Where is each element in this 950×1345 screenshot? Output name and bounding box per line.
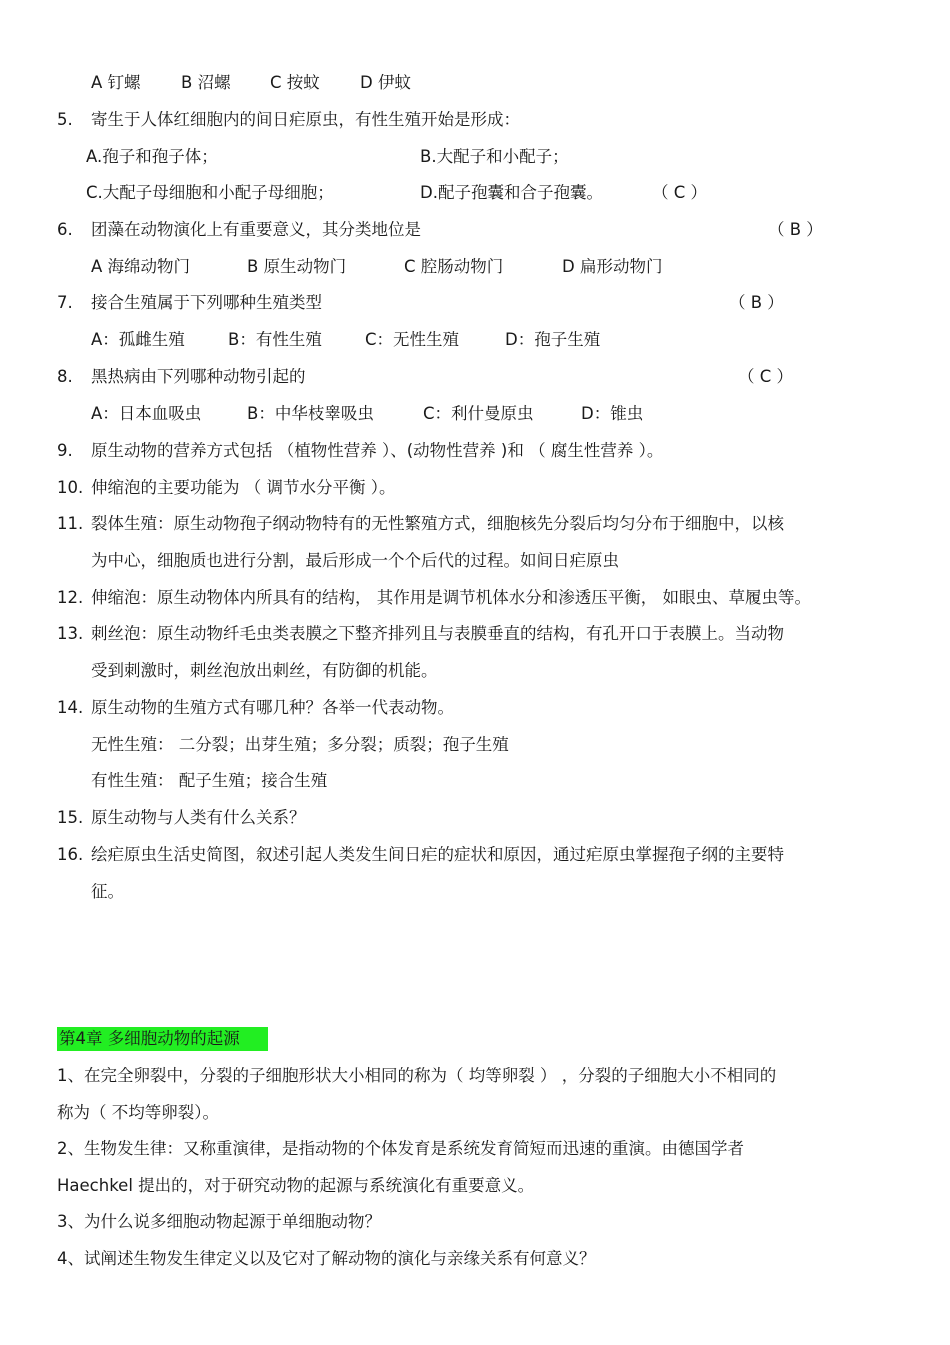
q7-option-b: B：有性生殖 — [228, 330, 322, 349]
q5-answer: （ C ） — [652, 183, 708, 202]
q9-text: 原生动物的营养方式包括 （植物性营养 ）、(动物性营养 )和 （ 腐生性营养 ）。 — [91, 441, 664, 460]
q12-number: 12. — [57, 588, 84, 607]
chapter-heading: 第4章 多细胞动物的起源 — [57, 1027, 268, 1051]
q7-option-d: D：孢子生殖 — [505, 330, 601, 349]
q5-text: 寄生于人体红细胞内的间日疟原虫，有性生殖开始是形成： — [91, 110, 520, 129]
q15-text: 原生动物与人类有什么关系？ — [91, 808, 306, 827]
q7-option-c: C：无性生殖 — [365, 330, 460, 349]
q5-number: 5. — [57, 110, 73, 129]
c2-line-2: Haechkel 提出的，对于研究动物的起源与系统演化有重要意义。 — [57, 1176, 535, 1195]
q6-option-a: A 海绵动物门 — [91, 257, 191, 276]
c2-line-1: 2、生物发生律：又称重演律，是指动物的个体发育是系统发育简短而迅速的重演。由德国学者 — [57, 1139, 744, 1158]
c1-line-1: 1、在完全卵裂中，分裂的子细胞形状大小相同的称为（ 均等卵裂 ） ，分裂的子细胞大小不相同的 — [57, 1066, 777, 1085]
q6-option-c: C 腔肠动物门 — [404, 257, 504, 276]
c3-text: 3、为什么说多细胞动物起源于单细胞动物？ — [57, 1212, 381, 1231]
q14-sexual: 有性生殖： 配子生殖；接合生殖 — [91, 771, 328, 790]
c4-text: 4、试阐述生物发生律定义以及它对了解动物的演化与亲缘关系有何意义？ — [57, 1249, 596, 1268]
q15-number: 15. — [57, 808, 84, 827]
q14-number: 14. — [57, 698, 84, 717]
q6-option-b: B 原生动物门 — [247, 257, 347, 276]
q13-line-2: 受到刺激时，刺丝泡放出刺丝，有防御的机能。 — [91, 661, 438, 680]
q16-line-2: 征。 — [91, 882, 124, 901]
q8-option-c: C：利什曼原虫 — [423, 404, 534, 423]
c1-line-2: 称为（ 不均等卵裂）。 — [57, 1103, 219, 1122]
q5-option-c: C.大配子母细胞和小配子母细胞； — [86, 183, 334, 202]
q9-number: 9. — [57, 441, 73, 460]
q6-text: 团藻在动物演化上有重要意义，其分类地位是 — [91, 220, 421, 239]
q13-line-1: 刺丝泡：原生动物纤毛虫类表膜之下整齐排列且与表膜垂直的结构，有孔开口于表膜上。当动物 — [91, 624, 784, 643]
q10-text: 伸缩泡的主要功能为 （ 调节水分平衡 ）。 — [91, 478, 396, 497]
q14-asexual: 无性生殖： 二分裂；出芽生殖；多分裂；质裂；孢子生殖 — [91, 735, 509, 754]
q8-text: 黑热病由下列哪种动物引起的 — [91, 367, 306, 386]
q7-option-a: A：孤雌生殖 — [91, 330, 185, 349]
q4-option-b: B 沼螺 — [181, 73, 231, 92]
q8-option-a: A：日本血吸虫 — [91, 404, 202, 423]
q8-option-b: B：中华枝睾吸虫 — [247, 404, 374, 423]
q10-number: 10. — [57, 478, 84, 497]
q8-option-d: D：锥虫 — [581, 404, 644, 423]
q5-option-a: A.孢子和孢子体； — [86, 147, 218, 166]
q13-number: 13. — [57, 624, 84, 643]
q5-option-b: B.大配子和小配子； — [420, 147, 569, 166]
q7-number: 7. — [57, 293, 73, 312]
q16-line-1: 绘疟原虫生活史简图，叙述引起人类发生间日疟的症状和原因，通过疟原虫掌握孢子纲的主要特 — [91, 845, 784, 864]
q11-number: 11. — [57, 514, 84, 533]
q4-option-d: D 伊蚊 — [360, 73, 411, 92]
q11-line-1: 裂体生殖：原生动物孢子纲动物特有的无性繁殖方式，细胞核先分裂后均匀分布于细胞中，以核 — [91, 514, 784, 533]
q8-answer: （ C ） — [738, 367, 794, 386]
q6-answer: （ B ） — [768, 220, 823, 239]
q16-number: 16. — [57, 845, 84, 864]
q5-option-d: D.配子孢囊和合子孢囊。 — [420, 183, 603, 202]
q14-text: 原生动物的生殖方式有哪几种？各举一代表动物。 — [91, 698, 454, 717]
q8-number: 8. — [57, 367, 73, 386]
q7-answer: （ B ） — [729, 293, 784, 312]
q4-option-c: C 按蚊 — [270, 73, 320, 92]
q11-line-2: 为中心，细胞质也进行分割，最后形成一个个后代的过程。如间日疟原虫 — [91, 551, 619, 570]
q6-option-d: D 扁形动物门 — [562, 257, 663, 276]
q4-option-a: A 钉螺 — [91, 73, 141, 92]
q6-number: 6. — [57, 220, 73, 239]
q12-text: 伸缩泡：原生动物体内所具有的结构， 其作用是调节机体水分和渗透压平衡， 如眼虫、草履虫等。 — [91, 588, 811, 607]
q7-text: 接合生殖属于下列哪种生殖类型 — [91, 293, 322, 312]
